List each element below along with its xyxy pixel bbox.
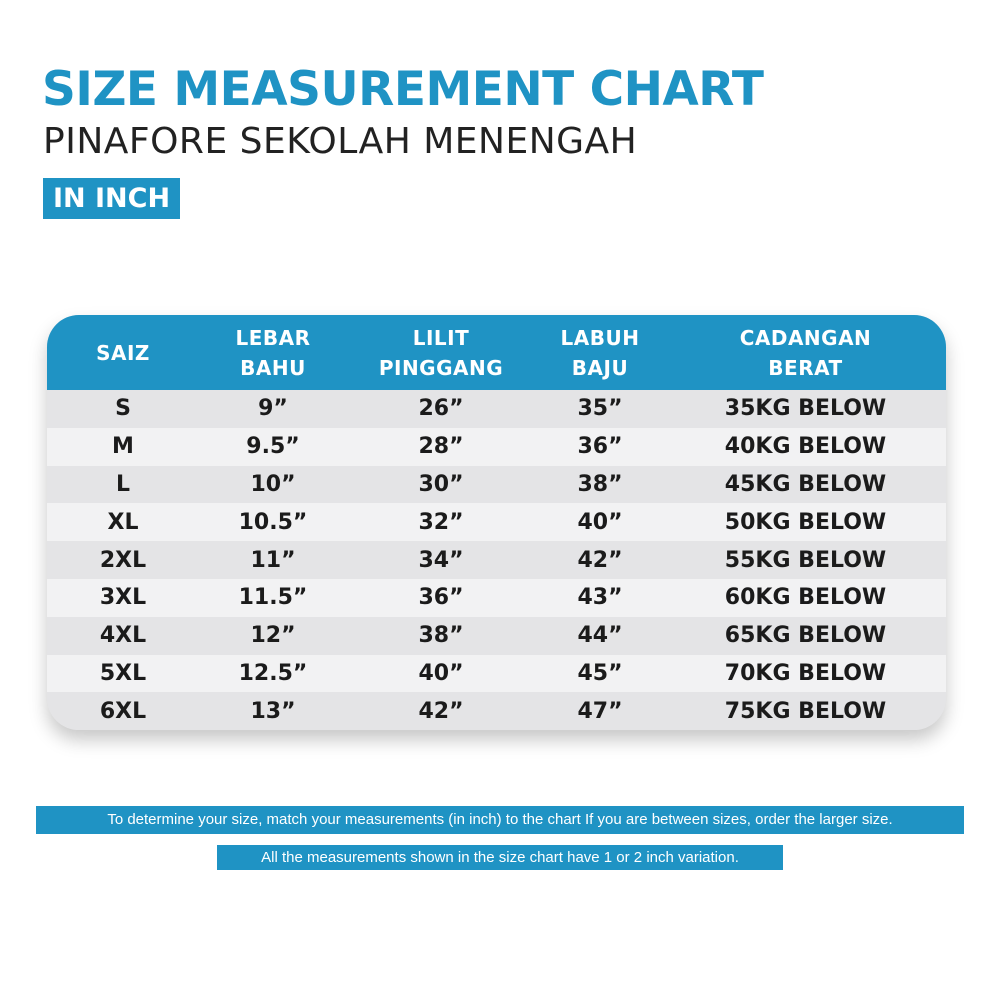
table-cell: S [115,396,131,422]
table-cell: 47” [577,698,623,724]
table-cell: L [115,471,131,497]
table-cell: 3XL [99,585,147,611]
table-cell: 10” [250,471,296,497]
table-cell: 10.5” [238,509,308,535]
size-table [47,315,946,730]
table-cell: 36” [577,434,623,460]
column-header-saiz: SAIZ [96,340,150,365]
table-cell: 26” [418,396,464,422]
table-cell: 9” [258,396,288,422]
table-row [47,466,946,504]
table-cell: XL [107,509,139,535]
table-cell: 35KG BELOW [724,396,887,422]
column-header-labuh-baju: LABUH BAJU [560,325,640,380]
table-cell: 55KG BELOW [724,547,887,573]
table-cell: 40” [577,509,623,535]
table-cell: 45” [577,660,623,686]
table-cell: 11.5” [238,585,308,611]
table-row [47,655,946,693]
size-advice-note: To determine your size, match your measurements (in inch) to the chart If you are between sizes, order the larger size. [36,806,964,834]
table-cell: 4XL [99,623,147,649]
table-cell: 38” [577,471,623,497]
table-row [47,579,946,617]
table-cell: 13” [250,698,296,724]
variation-note: All the measurements shown in the size chart have 1 or 2 inch variation. [217,845,783,870]
unit-badge: IN INCH [43,178,180,219]
table-cell: 12.5” [238,660,308,686]
table-row [47,541,946,579]
table-cell: 5XL [99,660,147,686]
column-header-lilit-pinggang: LILIT PINGGANG [378,325,504,380]
table-cell: 35” [577,396,623,422]
page-subtitle: PINAFORE SEKOLAH MENENGAH [43,121,638,162]
table-cell: 32” [418,509,464,535]
column-header-cadangan-berat: CADANGAN BERAT [739,325,872,380]
table-cell: 42” [418,698,464,724]
table-cell: 2XL [99,547,147,573]
table-cell: 36” [418,585,464,611]
table-cell: 42” [577,547,623,573]
table-cell: 11” [250,547,296,573]
column-header-lebar-bahu: LEBAR BAHU [235,325,311,380]
table-row [47,617,946,655]
table-cell: 9.5” [246,434,300,460]
table-cell: 50KG BELOW [724,509,887,535]
table-cell: 60KG BELOW [724,585,887,611]
table-cell: 28” [418,434,464,460]
table-cell: 40KG BELOW [724,434,887,460]
table-cell: 12” [250,623,296,649]
table-cell: 40” [418,660,464,686]
table-header [47,315,946,390]
table-cell: 30” [418,471,464,497]
table-cell: 70KG BELOW [724,660,887,686]
table-cell: 45KG BELOW [724,471,887,497]
table-cell: M [112,434,134,460]
table-cell: 34” [418,547,464,573]
table-cell: 65KG BELOW [724,623,887,649]
table-cell: 44” [577,623,623,649]
table-cell: 38” [418,623,464,649]
table-row [47,692,946,730]
table-cell: 43” [577,585,623,611]
table-row [47,390,946,428]
table-cell: 75KG BELOW [724,698,887,724]
table-row [47,428,946,466]
table-cell: 6XL [99,698,147,724]
table-row [47,503,946,541]
page-title: SIZE MEASUREMENT CHART [42,62,764,117]
